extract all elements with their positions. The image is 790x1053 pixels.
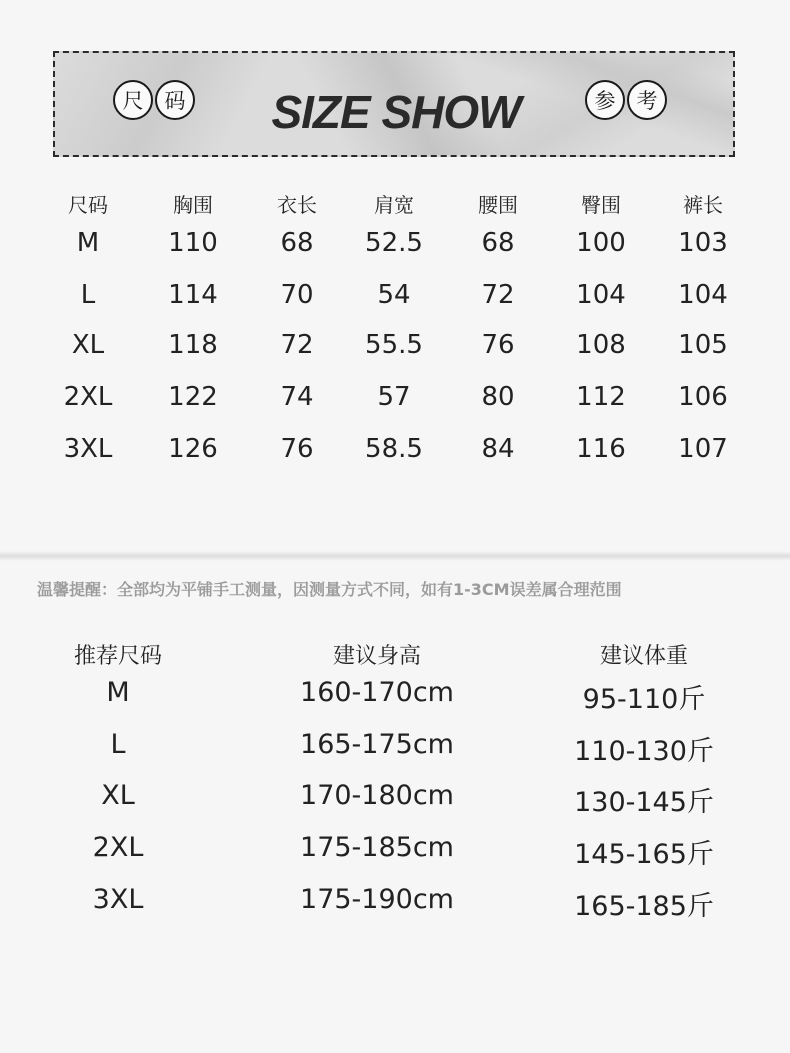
column-header: 胸围 — [173, 193, 213, 217]
table-cell: 68 — [481, 228, 515, 258]
reference-badge — [585, 80, 669, 120]
table-cell: 76 — [280, 434, 314, 464]
table-cell: 116 — [576, 434, 626, 464]
table-cell: 100 — [576, 228, 626, 258]
table-cell: 95-110斤 — [582, 684, 706, 715]
table-cell: 108 — [576, 330, 626, 360]
table-cell: 114 — [168, 280, 218, 310]
table-cell: 112 — [576, 382, 626, 412]
table-cell: 57 — [377, 382, 411, 412]
table-cell: 52.5 — [365, 228, 423, 258]
badge-char: 码 — [155, 80, 195, 120]
column-header: 裤长 — [683, 193, 723, 217]
table-cell: L — [80, 280, 96, 310]
size-badge — [113, 80, 197, 120]
table-cell: 118 — [168, 330, 218, 360]
table-cell: 110-130斤 — [574, 736, 714, 767]
table-cell: L — [110, 729, 126, 760]
size-show-banner — [53, 51, 735, 157]
column-header: 衣长 — [277, 193, 317, 217]
table-cell: 76 — [481, 330, 515, 360]
table-cell: 3XL — [92, 884, 144, 915]
badge-char: 考 — [627, 80, 667, 120]
column-header: 肩宽 — [374, 193, 414, 217]
table-cell: 145-165斤 — [574, 839, 714, 870]
table-cell: 80 — [481, 382, 515, 412]
badge-char: 尺 — [113, 80, 153, 120]
table-cell: XL — [101, 780, 135, 811]
table-cell: 126 — [168, 434, 218, 464]
table-cell: 58.5 — [365, 434, 423, 464]
table-cell: M — [76, 228, 100, 258]
table-cell: 106 — [678, 382, 728, 412]
table-cell: 105 — [678, 330, 728, 360]
table-cell: 68 — [280, 228, 314, 258]
table-cell: 72 — [280, 330, 314, 360]
table-cell: 72 — [481, 280, 515, 310]
table-cell: 104 — [678, 280, 728, 310]
table-cell: 2XL — [63, 382, 113, 412]
table-cell: 160-170cm — [300, 677, 454, 708]
table-cell: XL — [71, 330, 105, 360]
table-cell: 74 — [280, 382, 314, 412]
banner-title: SIZE SHOW — [271, 86, 521, 138]
table-cell: 165-175cm — [300, 729, 454, 760]
column-header: 腰围 — [478, 193, 518, 217]
table-cell: 170-180cm — [300, 780, 454, 811]
table-cell: 104 — [576, 280, 626, 310]
measurement-notice: 温馨提醒：全部均为平铺手工测量，因测量方式不同，如有1-3CM误差属合理范围 — [37, 580, 622, 599]
table-cell: 110 — [168, 228, 218, 258]
table-cell: 84 — [481, 434, 515, 464]
column-header: 尺码 — [68, 193, 108, 217]
table-cell: 175-190cm — [300, 884, 454, 915]
table-cell: 2XL — [92, 832, 144, 863]
table-cell: 3XL — [63, 434, 113, 464]
table-cell: 165-185斤 — [574, 891, 714, 922]
column-header: 建议身高 — [332, 644, 422, 669]
column-header: 臀围 — [581, 193, 621, 217]
table-cell: 55.5 — [365, 330, 423, 360]
badge-char: 参 — [585, 80, 625, 120]
column-header: 推荐尺码 — [73, 644, 163, 669]
column-header: 建议体重 — [599, 644, 689, 669]
table-cell: 103 — [678, 228, 728, 258]
table-cell: 122 — [168, 382, 218, 412]
table-cell: 70 — [280, 280, 314, 310]
table-cell: 54 — [377, 280, 411, 310]
section-divider — [0, 551, 790, 561]
table-cell: 130-145斤 — [574, 787, 714, 818]
table-cell: 107 — [678, 434, 728, 464]
table-cell: 175-185cm — [300, 832, 454, 863]
table-cell: M — [106, 677, 130, 708]
